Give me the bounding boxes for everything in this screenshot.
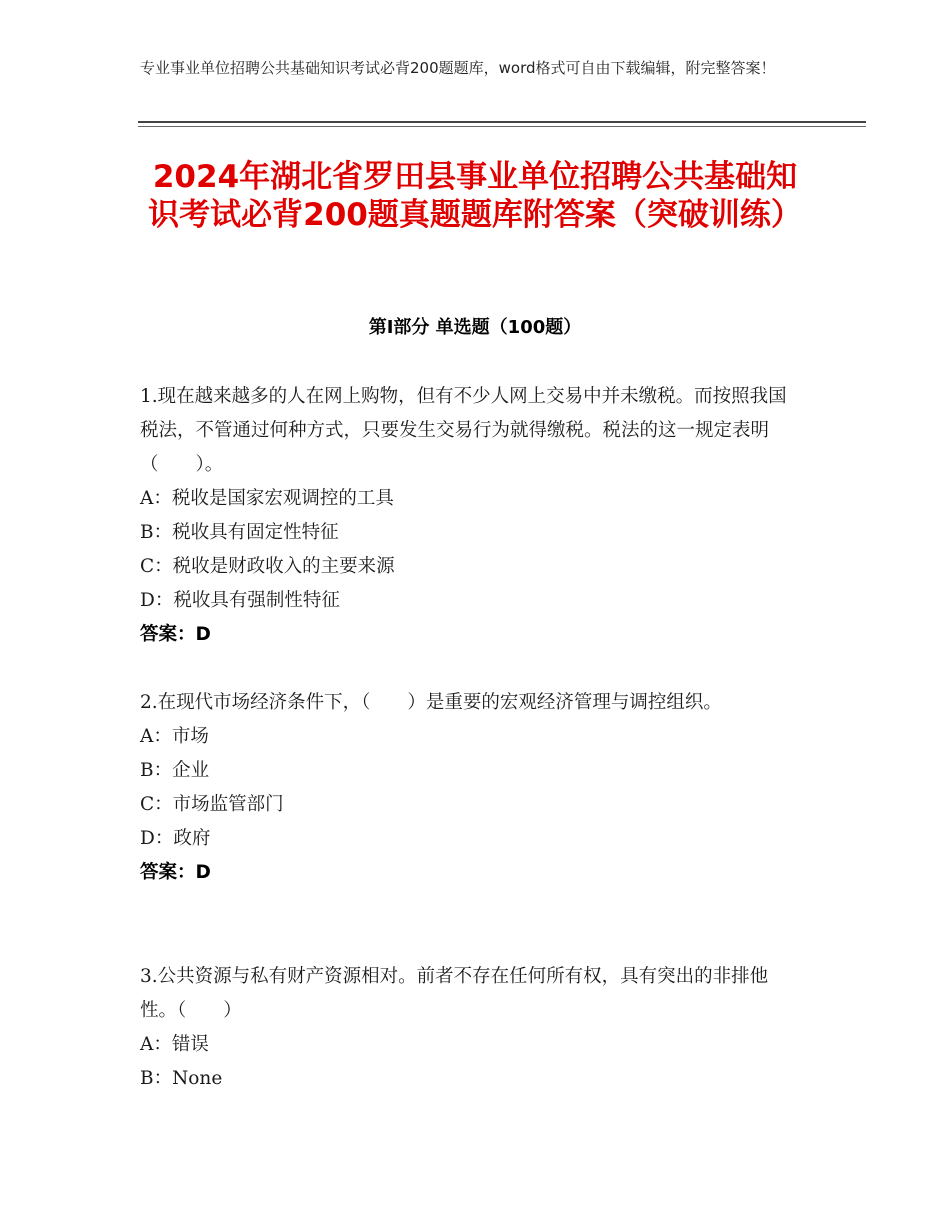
answer-label: 答案：D — [140, 862, 211, 883]
option-b: B：企业 — [140, 760, 210, 781]
option-b: B：None — [140, 1068, 223, 1089]
question-stem: 3.公共资源与私有财产资源相对。前者不存在任何所有权，具有突出的非排他性。（ ） — [140, 966, 769, 1021]
option-c: C：市场监管部门 — [140, 794, 284, 815]
question-stem: 2.在现代市场经济条件下，（ ）是重要的宏观经济管理与调控组织。 — [140, 692, 722, 713]
header-divider-thick — [138, 121, 866, 123]
question-2 — [140, 686, 800, 890]
option-b: B：税收具有固定性特征 — [140, 522, 339, 543]
option-a: A：错误 — [140, 1034, 209, 1055]
section-title: 第Ⅰ部分 单选题（100题） — [368, 317, 582, 338]
header-divider-thin — [138, 126, 866, 127]
question-3 — [140, 960, 800, 1096]
option-d: D：税收具有强制性特征 — [140, 590, 340, 611]
question-stem: 1.现在越来越多的人在网上购物，但有不少人网上交易中并未缴税。而按照我国税法，不管通过何种方式，只要发生交易行为就得缴税。税法的这一规定表明（ ）。 — [140, 386, 787, 475]
document-title: 2024年湖北省罗田县事业单位招聘公共基础知识考试必背200题真题题库附答案（突破训练） — [148, 159, 802, 233]
answer-label: 答案：D — [140, 624, 211, 645]
header-note: 专业事业单位招聘公共基础知识考试必背200题题库，word格式可自由下载编辑，附完整答案！ — [140, 59, 776, 77]
option-a: A：税收是国家宏观调控的工具 — [140, 488, 394, 509]
option-d: D：政府 — [140, 828, 211, 849]
question-1 — [140, 380, 800, 652]
option-a: A：市场 — [140, 726, 209, 747]
option-c: C：税收是财政收入的主要来源 — [140, 556, 395, 577]
